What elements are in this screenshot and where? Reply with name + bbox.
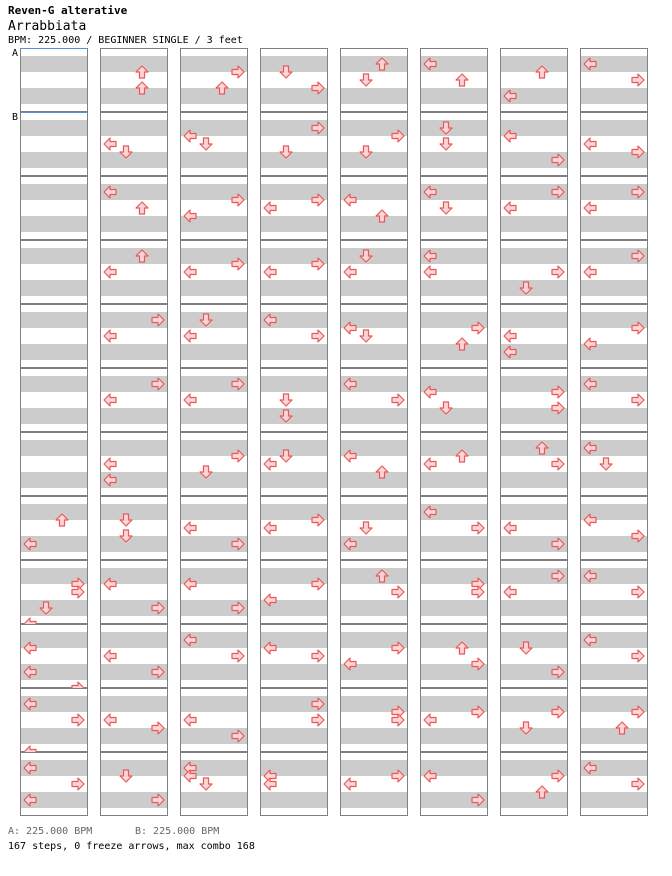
- measure-bar: [100, 432, 168, 496]
- measure-bar: [420, 560, 488, 624]
- measure-bar: [500, 176, 568, 240]
- up-arrow-icon: [455, 641, 469, 655]
- left-arrow-icon: [23, 665, 37, 679]
- measure-bar: [100, 688, 168, 752]
- right-arrow-icon: [551, 265, 565, 279]
- left-arrow-icon: [583, 201, 597, 215]
- left-arrow-icon: [583, 137, 597, 151]
- right-arrow-icon: [231, 377, 245, 391]
- left-arrow-icon: [423, 713, 437, 727]
- left-arrow-icon: [503, 329, 517, 343]
- chart-column: [20, 48, 88, 816]
- right-arrow-icon: [311, 329, 325, 343]
- measure-bar: [500, 560, 568, 624]
- measure-bar: [20, 112, 88, 176]
- measure-bar: [420, 368, 488, 432]
- measure-bar: [20, 48, 88, 112]
- down-arrow-icon: [199, 777, 213, 791]
- measure-bar: [580, 368, 648, 432]
- right-arrow-icon: [311, 577, 325, 591]
- measure-bar: [20, 304, 88, 368]
- down-arrow-icon: [199, 137, 213, 151]
- left-arrow-icon: [343, 377, 357, 391]
- left-arrow-icon: [343, 321, 357, 335]
- measure-bar: [260, 624, 328, 688]
- down-arrow-icon: [359, 521, 373, 535]
- down-arrow-icon: [279, 145, 293, 159]
- left-arrow-icon: [263, 313, 277, 327]
- measure-bar: [180, 112, 248, 176]
- down-arrow-icon: [279, 449, 293, 463]
- step-stats: 167 steps, 0 freeze arrows, max combo 168: [8, 841, 255, 852]
- left-arrow-icon: [103, 265, 117, 279]
- right-arrow-icon: [471, 657, 485, 671]
- measure-bar: [500, 752, 568, 816]
- up-arrow-icon: [535, 785, 549, 799]
- measure-bar: [260, 688, 328, 752]
- left-arrow-icon: [183, 577, 197, 591]
- down-arrow-icon: [359, 329, 373, 343]
- down-arrow-icon: [599, 457, 613, 471]
- left-arrow-icon: [503, 585, 517, 599]
- left-arrow-icon: [23, 697, 37, 711]
- measure-bar: [260, 112, 328, 176]
- measure-bar: [340, 240, 408, 304]
- right-arrow-icon: [231, 449, 245, 463]
- measure-bar: [340, 688, 408, 752]
- up-arrow-icon: [55, 513, 69, 527]
- down-arrow-icon: [199, 313, 213, 327]
- right-arrow-icon: [311, 193, 325, 207]
- right-arrow-icon: [551, 537, 565, 551]
- left-arrow-icon: [583, 265, 597, 279]
- right-arrow-icon: [551, 569, 565, 583]
- left-arrow-icon: [103, 137, 117, 151]
- down-arrow-icon: [359, 145, 373, 159]
- left-arrow-icon: [103, 713, 117, 727]
- left-arrow-icon: [263, 265, 277, 279]
- left-arrow-icon: [343, 449, 357, 463]
- right-arrow-icon: [311, 257, 325, 271]
- left-arrow-icon: [23, 537, 37, 551]
- measure-bar: [180, 432, 248, 496]
- left-arrow-icon: [103, 457, 117, 471]
- right-arrow-icon: [71, 777, 85, 791]
- left-arrow-icon: [343, 657, 357, 671]
- down-arrow-icon: [439, 137, 453, 151]
- up-arrow-icon: [375, 209, 389, 223]
- down-arrow-icon: [119, 769, 133, 783]
- left-arrow-icon: [583, 513, 597, 527]
- right-arrow-icon: [231, 537, 245, 551]
- measure-bar: [580, 496, 648, 560]
- measure-bar: [500, 48, 568, 112]
- chart-column: [420, 48, 488, 816]
- left-arrow-icon: [103, 185, 117, 199]
- measure-bar: [420, 752, 488, 816]
- right-arrow-icon: [231, 65, 245, 79]
- right-arrow-icon: [551, 401, 565, 415]
- left-arrow-icon: [263, 521, 277, 535]
- measure-bar: [340, 496, 408, 560]
- left-arrow-icon: [263, 777, 277, 791]
- left-arrow-icon: [103, 577, 117, 591]
- left-arrow-icon: [423, 769, 437, 783]
- measure-bar: [340, 368, 408, 432]
- measure-bar: [100, 368, 168, 432]
- measure-bar: [100, 240, 168, 304]
- right-arrow-icon: [631, 73, 645, 87]
- measure-bar: [260, 432, 328, 496]
- measure-bar: [580, 752, 648, 816]
- measure-bar: [180, 624, 248, 688]
- left-arrow-icon: [23, 761, 37, 775]
- left-arrow-icon: [583, 337, 597, 351]
- left-arrow-icon: [583, 633, 597, 647]
- left-arrow-icon: [423, 457, 437, 471]
- measure-bar: [420, 624, 488, 688]
- measure-bar: [20, 432, 88, 496]
- left-arrow-icon: [503, 521, 517, 535]
- left-arrow-icon: [183, 521, 197, 535]
- measure-bar: [260, 496, 328, 560]
- measure-bar: [580, 560, 648, 624]
- measure-bar: [500, 624, 568, 688]
- left-arrow-icon: [583, 441, 597, 455]
- left-arrow-icon: [183, 393, 197, 407]
- right-arrow-icon: [311, 81, 325, 95]
- measure-bar: [20, 688, 88, 752]
- right-arrow-icon: [631, 649, 645, 663]
- marker-b-line: [21, 112, 88, 113]
- up-arrow-icon: [455, 337, 469, 351]
- measure-bar: [340, 560, 408, 624]
- measure-bar: [100, 560, 168, 624]
- right-arrow-icon: [311, 513, 325, 527]
- measure-bar: [500, 368, 568, 432]
- down-arrow-icon: [279, 393, 293, 407]
- measure-bar: [580, 624, 648, 688]
- right-arrow-icon: [551, 153, 565, 167]
- measure-bar: [180, 240, 248, 304]
- bpm-b-label: B: 225.000 BPM: [135, 826, 220, 837]
- right-arrow-icon: [631, 321, 645, 335]
- left-arrow-icon: [503, 89, 517, 103]
- chart-column: [100, 48, 168, 816]
- right-arrow-icon: [631, 393, 645, 407]
- left-arrow-icon: [263, 641, 277, 655]
- right-arrow-icon: [631, 185, 645, 199]
- measure-bar: [420, 48, 488, 112]
- measure-bar: [500, 240, 568, 304]
- measure-bar: [180, 368, 248, 432]
- measure-bar: [100, 752, 168, 816]
- left-arrow-icon: [343, 265, 357, 279]
- measure-bar: [100, 304, 168, 368]
- right-arrow-icon: [151, 313, 165, 327]
- left-arrow-icon: [583, 57, 597, 71]
- right-arrow-icon: [391, 129, 405, 143]
- left-arrow-icon: [103, 393, 117, 407]
- left-arrow-icon: [423, 385, 437, 399]
- right-arrow-icon: [631, 249, 645, 263]
- left-arrow-icon: [103, 649, 117, 663]
- up-arrow-icon: [135, 249, 149, 263]
- song-title: Arrabbiata: [8, 19, 87, 34]
- right-arrow-icon: [631, 777, 645, 791]
- measure-bar: [340, 432, 408, 496]
- down-arrow-icon: [439, 201, 453, 215]
- right-arrow-icon: [471, 793, 485, 807]
- measure-bar: [420, 432, 488, 496]
- left-arrow-icon: [263, 593, 277, 607]
- measure-bar: [420, 496, 488, 560]
- left-arrow-icon: [503, 345, 517, 359]
- measure-bar: [100, 624, 168, 688]
- down-arrow-icon: [519, 281, 533, 295]
- right-arrow-icon: [551, 185, 565, 199]
- left-arrow-icon: [583, 761, 597, 775]
- down-arrow-icon: [199, 465, 213, 479]
- measure-bar: [340, 176, 408, 240]
- right-arrow-icon: [311, 713, 325, 727]
- measure-bar: [260, 560, 328, 624]
- measure-bar: [500, 304, 568, 368]
- down-arrow-icon: [359, 249, 373, 263]
- marker-a-label: A: [12, 48, 19, 59]
- left-arrow-icon: [23, 641, 37, 655]
- up-arrow-icon: [135, 81, 149, 95]
- measure-bar: [20, 496, 88, 560]
- measure-bar: [340, 624, 408, 688]
- up-arrow-icon: [375, 57, 389, 71]
- measure-bar: [20, 752, 88, 816]
- right-arrow-icon: [231, 601, 245, 615]
- measure-bar: [420, 240, 488, 304]
- measure-bar: [20, 240, 88, 304]
- measure-bar: [500, 496, 568, 560]
- measure-bar: [180, 304, 248, 368]
- measure-bar: [20, 560, 88, 624]
- right-arrow-icon: [631, 705, 645, 719]
- marker-b-label: B: [12, 112, 19, 123]
- right-arrow-icon: [471, 705, 485, 719]
- marker-a-line: [21, 48, 88, 49]
- measure-bar: [260, 176, 328, 240]
- chart-column: [580, 48, 648, 816]
- chart-column: [340, 48, 408, 816]
- chart-column: [500, 48, 568, 816]
- measure-bar: [260, 304, 328, 368]
- left-arrow-icon: [423, 265, 437, 279]
- left-arrow-icon: [583, 569, 597, 583]
- right-arrow-icon: [231, 257, 245, 271]
- measure-bar: [340, 48, 408, 112]
- left-arrow-icon: [103, 473, 117, 487]
- measure-bar: [100, 496, 168, 560]
- left-arrow-icon: [423, 57, 437, 71]
- right-arrow-icon: [151, 665, 165, 679]
- left-arrow-icon: [263, 457, 277, 471]
- right-arrow-icon: [471, 321, 485, 335]
- down-arrow-icon: [519, 721, 533, 735]
- up-arrow-icon: [135, 201, 149, 215]
- left-arrow-icon: [343, 537, 357, 551]
- down-arrow-icon: [519, 641, 533, 655]
- right-arrow-icon: [551, 385, 565, 399]
- down-arrow-icon: [119, 145, 133, 159]
- right-arrow-icon: [391, 641, 405, 655]
- down-arrow-icon: [39, 601, 53, 615]
- up-arrow-icon: [455, 449, 469, 463]
- right-arrow-icon: [311, 697, 325, 711]
- right-arrow-icon: [311, 649, 325, 663]
- measure-bar: [100, 176, 168, 240]
- measure-bar: [580, 176, 648, 240]
- left-arrow-icon: [183, 329, 197, 343]
- measure-bar: [340, 304, 408, 368]
- right-arrow-icon: [551, 705, 565, 719]
- left-arrow-icon: [423, 505, 437, 519]
- left-arrow-icon: [423, 249, 437, 263]
- measure-bar: [580, 48, 648, 112]
- measure-bar: [180, 48, 248, 112]
- down-arrow-icon: [439, 401, 453, 415]
- right-arrow-icon: [71, 713, 85, 727]
- left-arrow-icon: [343, 193, 357, 207]
- up-arrow-icon: [535, 65, 549, 79]
- down-arrow-icon: [279, 65, 293, 79]
- right-arrow-icon: [471, 585, 485, 599]
- measure-bar: [260, 240, 328, 304]
- up-arrow-icon: [375, 465, 389, 479]
- up-arrow-icon: [135, 65, 149, 79]
- left-arrow-icon: [183, 209, 197, 223]
- chart-column: [180, 48, 248, 816]
- measure-bar: [340, 752, 408, 816]
- chart-info: BPM: 225.000 / BEGINNER SINGLE / 3 feet: [8, 35, 243, 46]
- right-arrow-icon: [391, 393, 405, 407]
- down-arrow-icon: [119, 513, 133, 527]
- measure-bar: [180, 560, 248, 624]
- measure-bar: [420, 176, 488, 240]
- right-arrow-icon: [471, 521, 485, 535]
- bpm-a-label: A: 225.000 BPM: [8, 826, 93, 837]
- measure-bar: [180, 752, 248, 816]
- measure-bar: [100, 112, 168, 176]
- right-arrow-icon: [391, 713, 405, 727]
- left-arrow-icon: [183, 129, 197, 143]
- left-arrow-icon: [583, 377, 597, 391]
- right-arrow-icon: [231, 729, 245, 743]
- measure-bar: [180, 176, 248, 240]
- left-arrow-icon: [23, 793, 37, 807]
- right-arrow-icon: [151, 793, 165, 807]
- left-arrow-icon: [103, 329, 117, 343]
- up-arrow-icon: [455, 73, 469, 87]
- measure-bar: [580, 240, 648, 304]
- left-arrow-icon: [503, 201, 517, 215]
- measure-bar: [260, 48, 328, 112]
- left-arrow-icon: [503, 129, 517, 143]
- measure-bar: [580, 688, 648, 752]
- measure-bar: [580, 304, 648, 368]
- down-arrow-icon: [119, 529, 133, 543]
- measure-bar: [500, 432, 568, 496]
- down-arrow-icon: [439, 121, 453, 135]
- measure-bar: [20, 368, 88, 432]
- measure-bar: [180, 496, 248, 560]
- measure-bar: [420, 304, 488, 368]
- measure-bar: [20, 176, 88, 240]
- measure-bar: [100, 48, 168, 112]
- measure-bar: [260, 368, 328, 432]
- right-arrow-icon: [551, 769, 565, 783]
- measure-bar: [420, 688, 488, 752]
- right-arrow-icon: [231, 193, 245, 207]
- measure-bar: [20, 624, 88, 688]
- right-arrow-icon: [311, 121, 325, 135]
- right-arrow-icon: [391, 769, 405, 783]
- left-arrow-icon: [423, 185, 437, 199]
- chart-title: Reven-G alterative: [8, 4, 128, 17]
- left-arrow-icon: [183, 713, 197, 727]
- up-arrow-icon: [535, 441, 549, 455]
- measure-bar: [180, 688, 248, 752]
- right-arrow-icon: [151, 601, 165, 615]
- measure-bar: [420, 112, 488, 176]
- up-arrow-icon: [615, 721, 629, 735]
- right-arrow-icon: [151, 377, 165, 391]
- right-arrow-icon: [391, 585, 405, 599]
- right-arrow-icon: [151, 721, 165, 735]
- measure-bar: [500, 688, 568, 752]
- right-arrow-icon: [551, 457, 565, 471]
- right-arrow-icon: [551, 665, 565, 679]
- left-arrow-icon: [343, 777, 357, 791]
- measure-bar: [260, 752, 328, 816]
- right-arrow-icon: [231, 649, 245, 663]
- right-arrow-icon: [631, 585, 645, 599]
- right-arrow-icon: [71, 585, 85, 599]
- up-arrow-icon: [215, 81, 229, 95]
- down-arrow-icon: [279, 409, 293, 423]
- measure-bar: [580, 432, 648, 496]
- left-arrow-icon: [183, 633, 197, 647]
- up-arrow-icon: [375, 569, 389, 583]
- left-arrow-icon: [183, 769, 197, 783]
- left-arrow-icon: [263, 201, 277, 215]
- left-arrow-icon: [183, 265, 197, 279]
- measure-bar: [340, 112, 408, 176]
- down-arrow-icon: [359, 73, 373, 87]
- measure-bar: [500, 112, 568, 176]
- right-arrow-icon: [631, 145, 645, 159]
- measure-bar: [580, 112, 648, 176]
- right-arrow-icon: [631, 529, 645, 543]
- chart-column: [260, 48, 328, 816]
